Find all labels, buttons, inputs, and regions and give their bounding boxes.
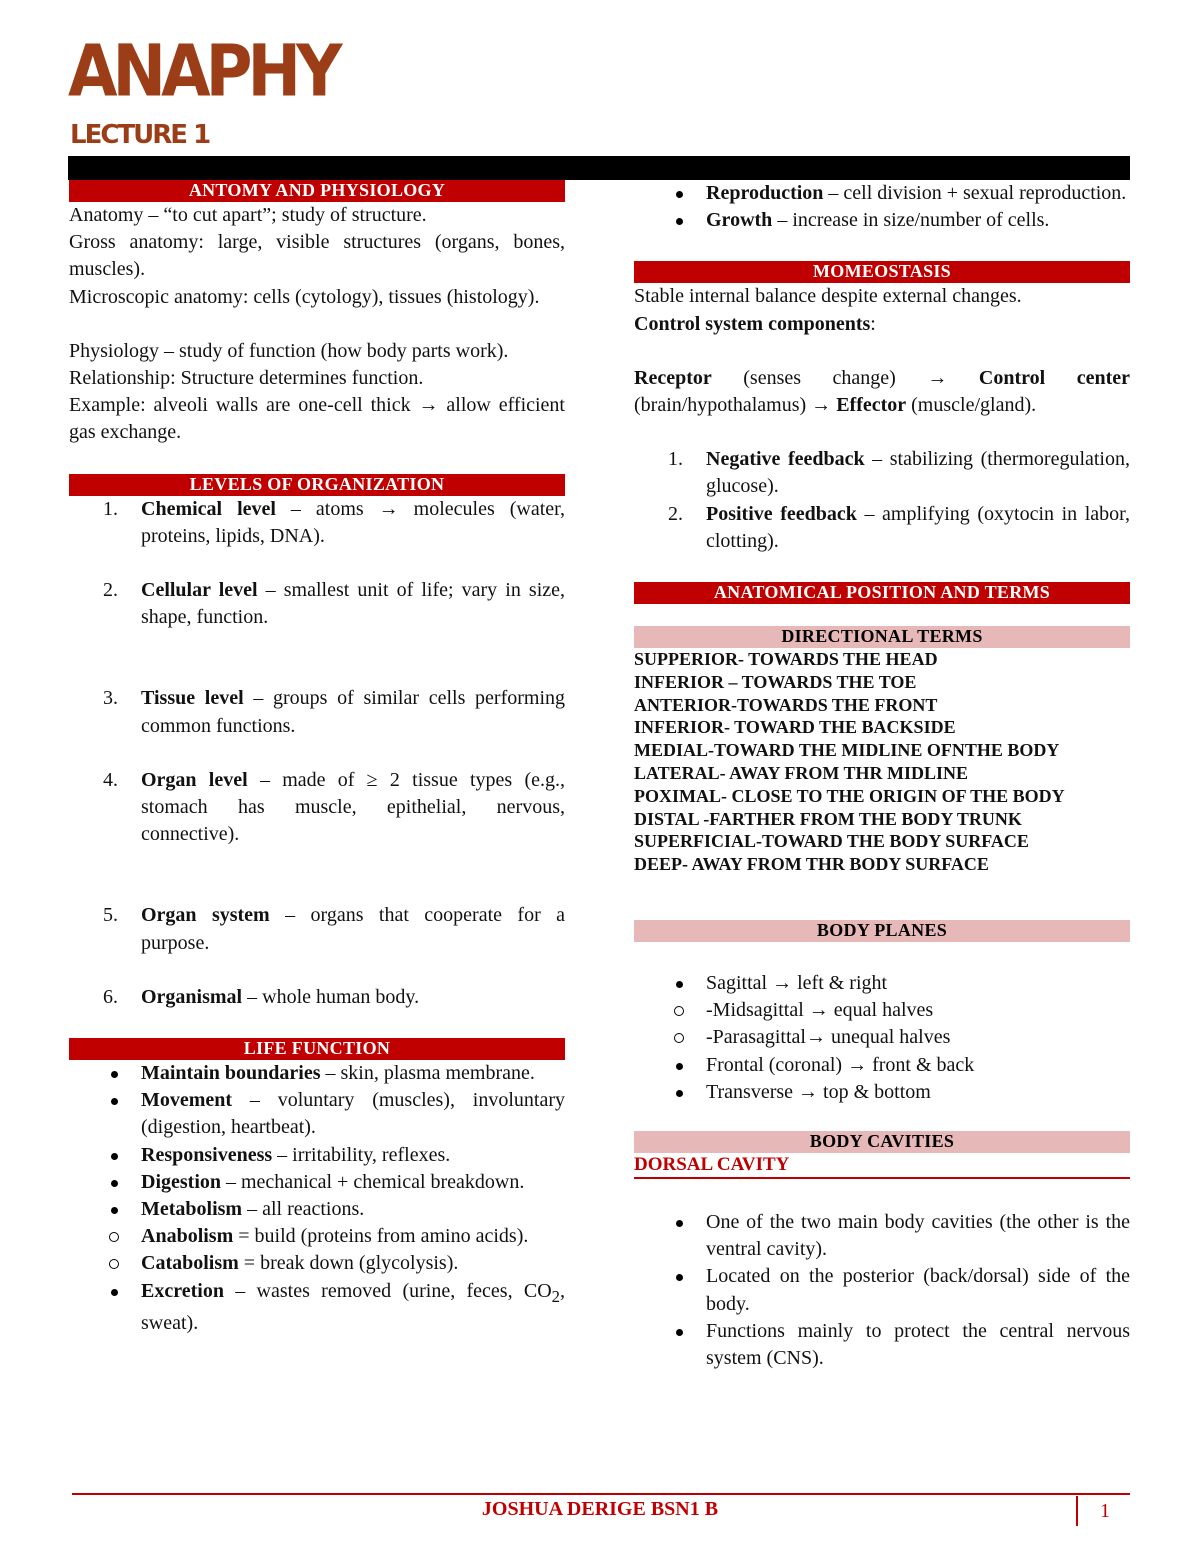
hollow-bullet-icon [109,1259,119,1269]
section-heading-directional-terms: DIRECTIONAL TERMS [634,626,1130,648]
feedback-list [634,446,1130,555]
section-heading-body-planes: BODY PLANES [634,920,1130,942]
directional-term: MEDIAL-TOWARD THE MIDLINE OFNTHE BODY [634,740,1060,761]
lecture-subtitle: LECTURE 1 [70,120,210,150]
section-heading-homeostasis: MOMEOSTASIS [634,261,1130,283]
list-item: Catabolism = break down (glycolysis). [69,1250,565,1277]
list-item: -Parasagittal→ unequal halves [634,1024,1130,1051]
hollow-bullet-icon [109,1232,119,1242]
list-item: 2. Positive feedback – amplifying (oxytocin in labor, clotting). [668,502,1131,552]
list-item: Growth – increase in size/number of cells. [634,207,1130,234]
list-item: Responsiveness – irritability, reflexes. [69,1142,565,1169]
directional-term: DEEP- AWAY FROM THR BODY SURFACE [634,854,989,875]
bullet-icon [676,218,683,225]
list-item: 2. Cellular level – smallest unit of life; vary in size, shape, function. [103,579,566,629]
bullet-icon [676,1329,683,1336]
footer-author: JOSHUA DERIGE BSN1 B [481,1498,719,1520]
list-item: -Midsagittal → equal halves [634,997,1130,1024]
section-heading-anatomical-position: ANATOMICAL POSITION AND TERMS [634,582,1130,604]
section-heading-body-cavities: BODY CAVITIES [634,1131,1130,1153]
left-column [69,180,565,1337]
life-function-list [69,1060,565,1337]
list-item: One of the two main body cavities (the other is the ventral cavity). [634,1209,1130,1263]
bullet-icon [111,1207,118,1214]
list-item: Maintain boundaries – skin, plasma membrane. [69,1060,565,1087]
list-item: Reproduction – cell division + sexual reproduction. [634,180,1130,207]
right-column [634,180,1130,1372]
section-heading-life-function: LIFE FUNCTION [69,1038,565,1060]
directional-terms-list [634,648,1130,876]
directional-term: LATERAL- AWAY FROM THR MIDLINE [634,763,969,784]
bullet-icon [111,1071,118,1078]
directional-term: ANTERIOR-TOWARDS THE FRONT [634,694,938,715]
control-pathway: Receptor (senses change) → Control center (brain/hypothalamus) → Effector (muscle/gland). [634,366,1131,417]
list-item: Excretion – wastes removed (urine, feces, $CO_2$, sweat). [69,1278,565,1337]
bullet-icon [676,1274,683,1281]
bullet-icon [111,1153,118,1160]
page-number: 1 [1076,1496,1132,1526]
directional-term: SUPERFICIAL-TOWARD THE BODY SURFACE [634,831,1029,852]
microscopic-anatomy: Microscopic anatomy: cells (cytology), tissues (histology). [69,285,540,308]
list-item: Transverse → top & bottom [634,1079,1130,1106]
directional-term: SUPPERIOR- TOWARDS THE HEAD [634,649,938,670]
homeostasis-definition: Stable internal balance despite external changes. [634,285,1022,308]
life-function-list-continued [634,180,1130,234]
list-item: Sagittal → left & right [634,970,1130,997]
bullet-icon [111,1289,118,1296]
directional-term: INFERIOR – TOWARDS THE TOE [634,671,917,692]
list-item: Metabolism – all reactions. [69,1196,565,1223]
gross-anatomy: Gross anatomy: large, visible structures (organs, bones, muscles). [69,231,565,281]
body-planes-list [634,970,1130,1106]
list-item: 6. Organismal – whole human body. [103,985,420,1008]
dorsal-cavity-heading: DORSAL CAVITY [634,1153,1130,1179]
list-item: Located on the posterior (back/dorsal) side of the body. [634,1263,1130,1317]
hollow-bullet-icon [674,1033,684,1043]
list-item: Movement – voluntary (muscles), involuntary (digestion, heartbeat). [69,1087,565,1141]
bullet-icon [111,1098,118,1105]
list-item: 1. Negative feedback – stabilizing (thermoregulation, glucose). [668,448,1130,498]
bullet-icon [676,191,683,198]
list-item: 1. Chemical level – atoms → molecules (water, proteins, lipids, DNA). [103,497,565,547]
relationship: Relationship: Structure determines function. [69,367,424,390]
list-item: Digestion – mechanical + chemical breakdown. [69,1169,565,1196]
bullet-icon [676,1220,683,1227]
hollow-bullet-icon [674,1006,684,1016]
anatomy-definition: Anatomy – “to cut apart”; study of structure. [69,204,427,226]
section-heading-anatomy: ANTOMY AND PHYSIOLOGY [69,180,565,202]
list-item: Frontal (coronal) → front & back [634,1052,1130,1079]
levels-list [69,496,565,1011]
header-black-bar [68,156,1130,180]
dorsal-cavity-list [634,1209,1130,1372]
directional-term: INFERIOR- TOWARD THE BACKSIDE [634,717,956,738]
document-title: ANAPHY [68,30,338,114]
directional-term: POXIMAL- CLOSE TO THE ORIGIN OF THE BODY [634,785,1065,806]
homeostasis-section [634,283,1130,446]
list-item: Functions mainly to protect the central nervous system (CNS). [634,1318,1130,1372]
bullet-icon [111,1180,118,1187]
physiology-definition: Physiology – study of function (how body parts work). [69,339,509,362]
bullet-icon [676,1090,683,1097]
list-item: Anabolism = build (proteins from amino acids). [69,1223,565,1250]
anatomy-section [69,202,565,447]
control-components-label: Control system components: [634,312,876,335]
list-item: 3. Tissue level – groups of similar cells performing common functions. [103,687,565,737]
section-heading-levels: LEVELS OF ORGANIZATION [69,474,565,496]
list-item: 5. Organ system – organs that cooperate for a purpose. [103,904,566,954]
example: Example: alveoli walls are one-cell thick → allow efficient gas exchange. [69,394,565,444]
list-item: 4. Organ level – made of ≥ 2 tissue types (e.g., stomach has muscle, epithelial, nervous, connective). [103,768,565,846]
directional-term: DISTAL -FARTHER FROM THE BODY TRUNK [634,808,1022,829]
footer-divider [72,1493,1130,1495]
bullet-icon [676,1063,683,1070]
bullet-icon [676,981,683,988]
